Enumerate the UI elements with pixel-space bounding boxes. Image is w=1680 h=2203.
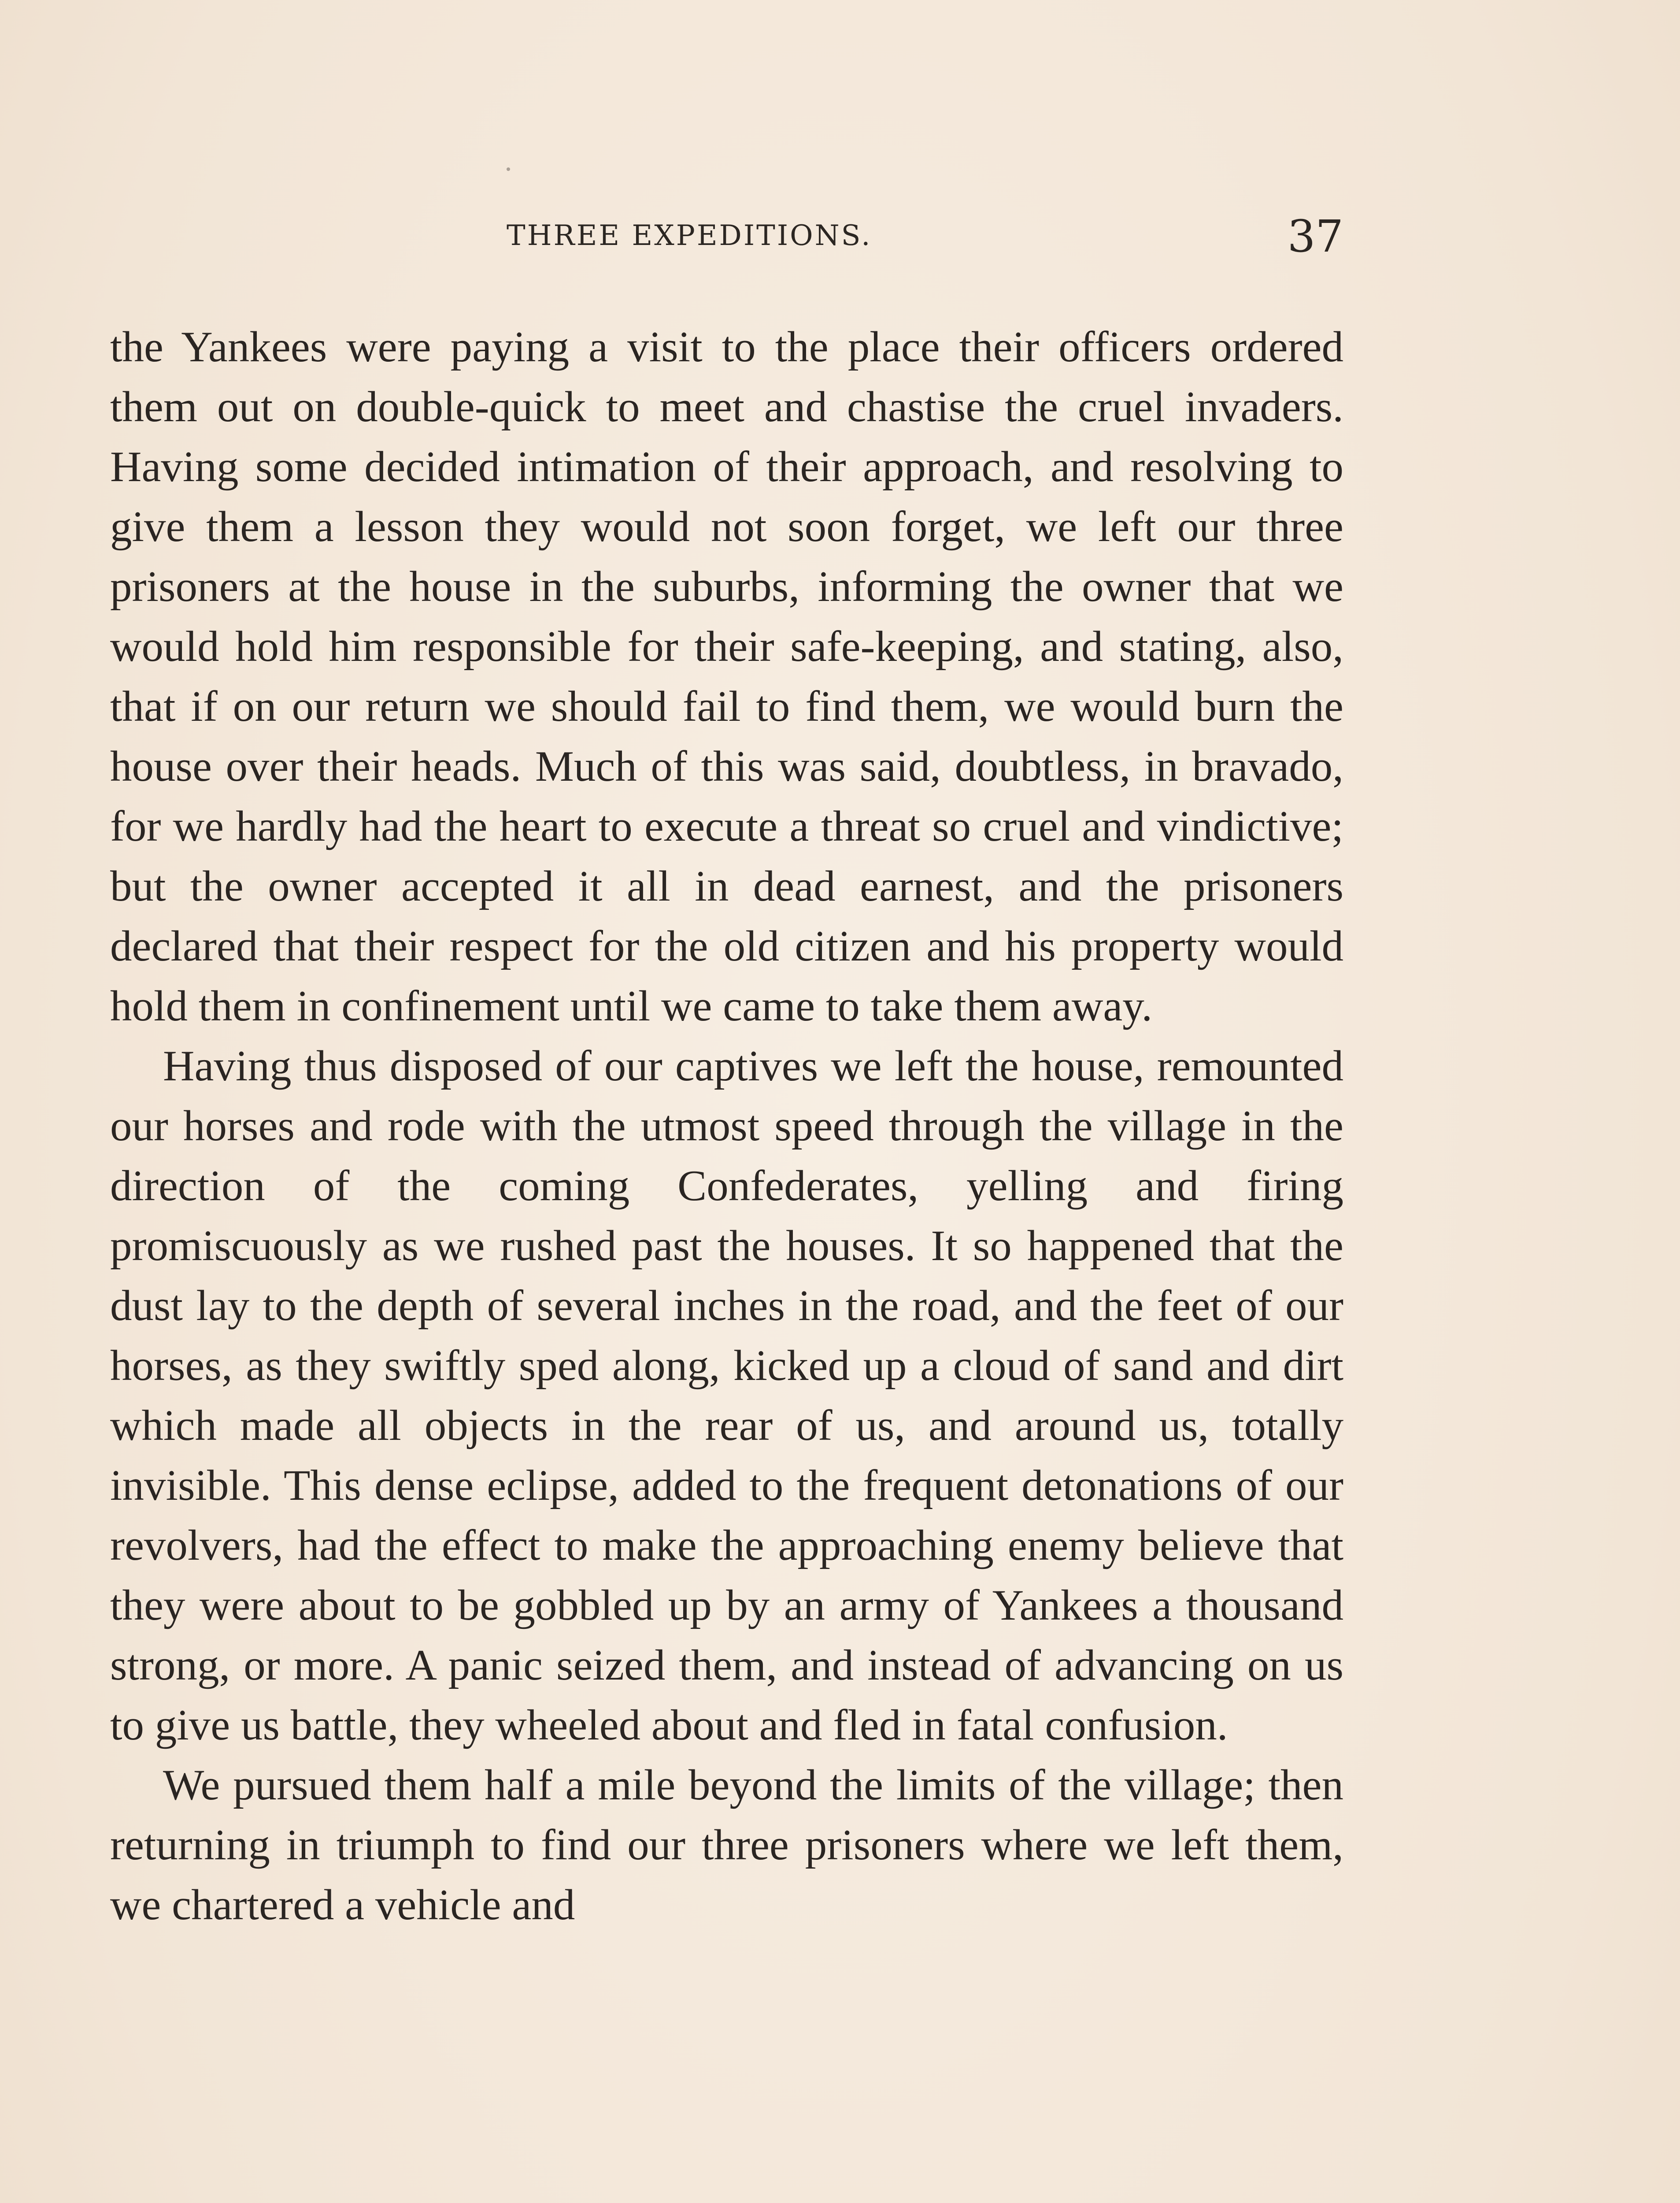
body-text	[110, 317, 1343, 1935]
page-number: 37	[1287, 211, 1343, 262]
page-header	[507, 211, 1343, 272]
paragraph-1: the Yankees were paying a visit to the place their officers ordered them out on double-quick to meet and chastise the cruel invaders. Having some decided intimation of their approach, and resolving to give them a lesson they would not soon forget, we left our three prisoners at the house in the suburbs, informing the owner that we would hold him responsible for their safe-keeping, and stating, also, that if on our return we should fail to find them, we would burn the house over their heads. Much of this was said, doubtless, in bravado, for we hardly had the heart to execute a threat so cruel and vindictive; but the owner accepted it all in dead earnest, and the prisoners declared that their respect for the old citizen and his property would hold them in confinement until we came to take them away.	[110, 323, 1343, 1030]
paragraph-3: We pursued them half a mile beyond the limits of the village; then returning in triumph to find our three prisoners where we left them, we chartered a vehicle and	[110, 1761, 1343, 1929]
running-head: THREE EXPEDITIONS.	[507, 219, 872, 252]
paragraph-2: Having thus disposed of our captives we left the house, remounted our horses and rode with the utmost speed through the village in the direction of the coming Confederates, yelling and firing promiscuously as we rushed past the houses. It so happened that the dust lay to the depth of several inches in the road, and the feet of our horses, as they swiftly sped along, kicked up a cloud of sand and dirt which made all objects in the rear of us, and around us, totally invisible. This dense eclipse, added to the frequent detonations of our revolvers, had the effect to make the approaching enemy believe that they were about to be gobbled up by an army of Yankees a thousand strong, or more. A panic seized them, and instead of advancing on us to give us battle, they wheeled about and fled in fatal confusion.	[110, 1042, 1343, 1749]
ink-speck	[507, 167, 510, 171]
